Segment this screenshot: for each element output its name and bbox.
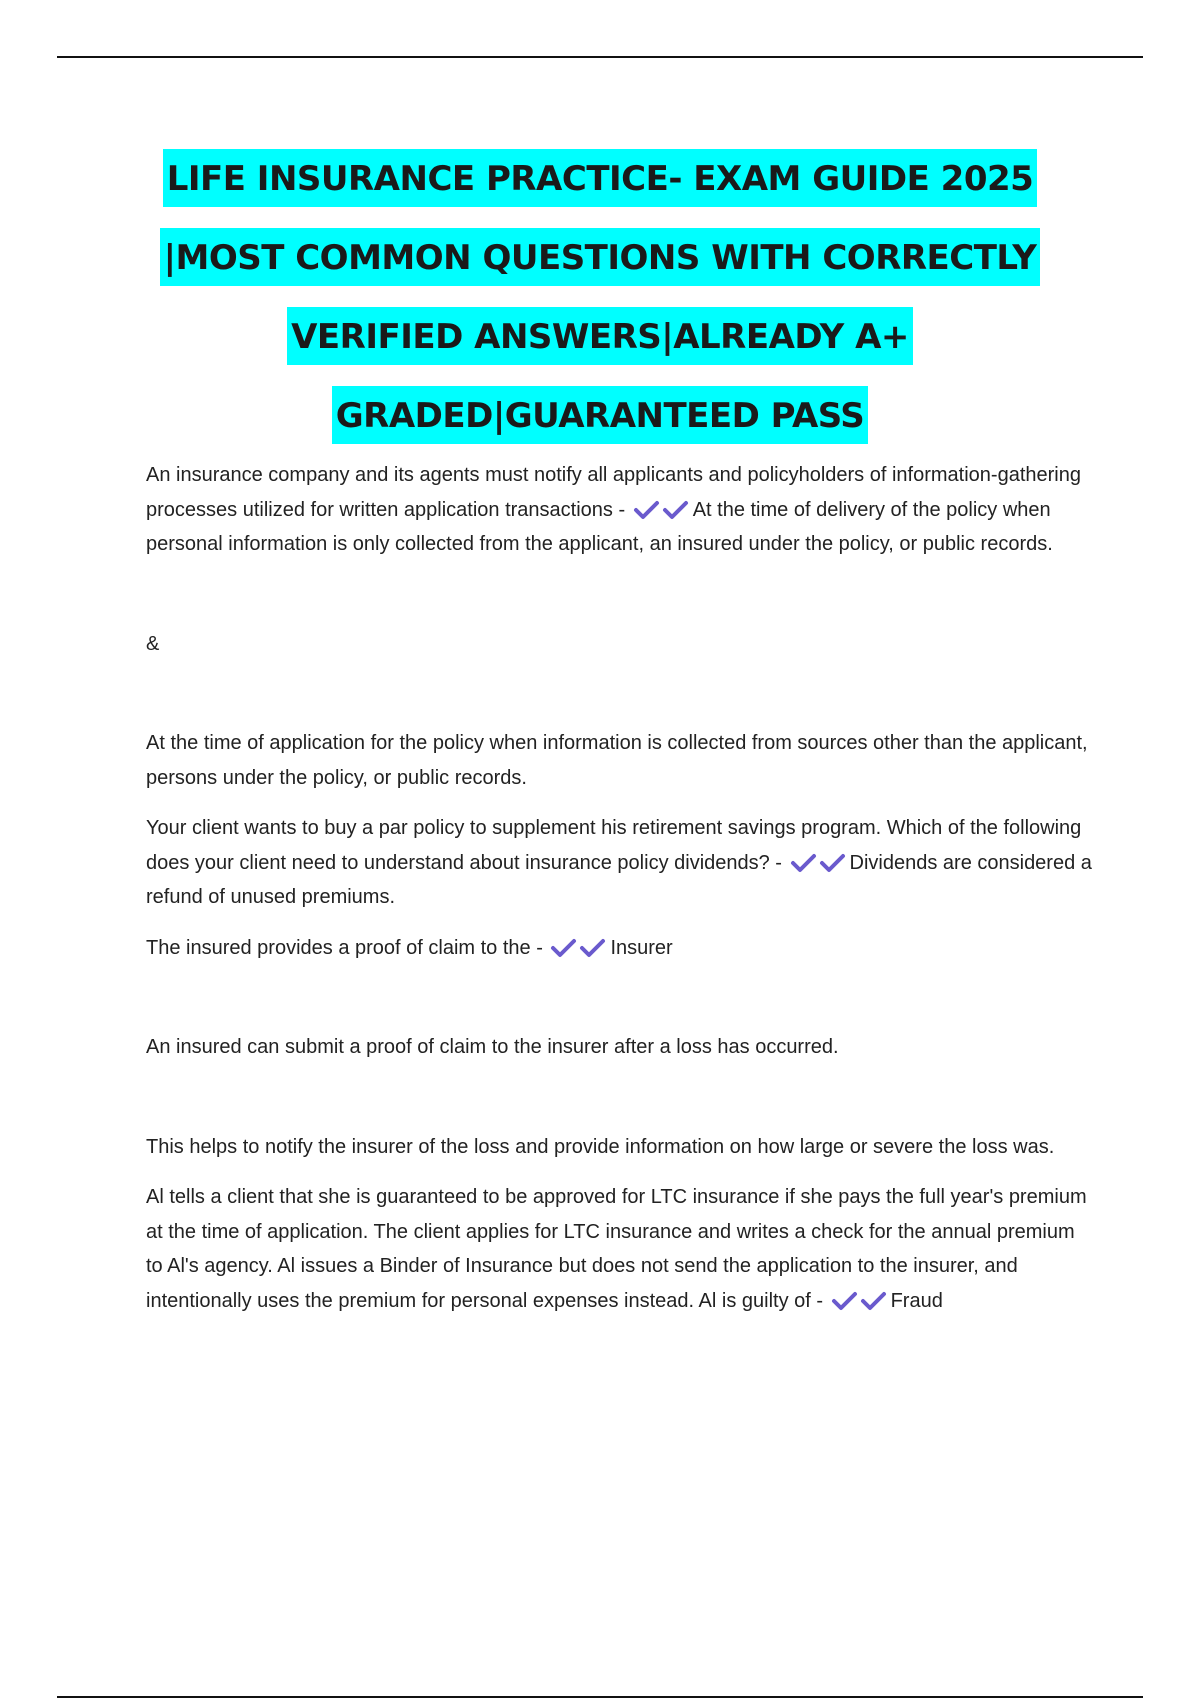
answer-text: At the time of delivery of the policy when personal information is only collected from the applicant, an insured under the policy, or public records. — [146, 498, 1053, 555]
bottom-rule — [57, 1696, 1143, 1698]
explanation-text: This helps to notify the insurer of the loss and provide information on how large or severe the loss was. — [146, 1135, 1055, 1158]
double-check-icon — [550, 937, 608, 959]
separator-text: & — [146, 632, 160, 655]
title-line-text: GRADED|GUARANTEED PASS — [332, 386, 868, 444]
title-line — [0, 219, 1200, 298]
answer-text: Fraud — [890, 1289, 943, 1312]
title-line-text: LIFE INSURANCE PRACTICE- EXAM GUIDE 2025 — [163, 149, 1038, 207]
answer-text: Insurer — [610, 936, 673, 959]
top-rule — [57, 56, 1143, 58]
qa-item — [146, 811, 1096, 915]
title-line — [0, 377, 1200, 456]
title-line — [0, 140, 1200, 219]
qa-item — [146, 1180, 1096, 1318]
answer-continuation: At the time of application for the policy when information is collected from sources other than the applicant, persons under the policy, or public records. — [146, 732, 1088, 789]
double-check-icon — [633, 499, 691, 521]
question-text: Your client wants to buy a par policy to supplement his retirement savings program. Which of the following does your client need to understand about insurance policy dividends? - — [146, 817, 1082, 874]
question-text: An insurance company and its agents must notify all applicants and policyholders of information-gathering processes utilized for written application transactions - — [146, 464, 1081, 521]
question-text: Al tells a client that she is guaranteed to be approved for LTC insurance if she pays the full year's premium at the time of application. The client applies for LTC insurance and writes a check for the annual premium to Al's agency. Al issues a Binder of Insurance but does not send the application to the insurer, and intentionally uses the premium for personal expenses instead. Al is guilty of - — [146, 1186, 1087, 1312]
explanation-text: An insured can submit a proof of claim to the insurer after a loss has occurred. — [146, 1036, 839, 1058]
document-body — [146, 458, 1096, 1318]
document-title — [0, 140, 1200, 456]
double-check-icon — [790, 852, 848, 874]
qa-item — [146, 458, 1096, 562]
double-check-icon — [831, 1290, 889, 1312]
title-line — [0, 298, 1200, 377]
question-text: The insured provides a proof of claim to the - — [146, 936, 543, 959]
qa-item — [146, 931, 1096, 966]
title-line-text: |MOST COMMON QUESTIONS WITH CORRECTLY — [160, 228, 1041, 286]
answer-text: Dividends are considered a refund of unused premiums. — [146, 851, 1092, 908]
title-line-text: VERIFIED ANSWERS|ALREADY A+ — [287, 307, 913, 365]
